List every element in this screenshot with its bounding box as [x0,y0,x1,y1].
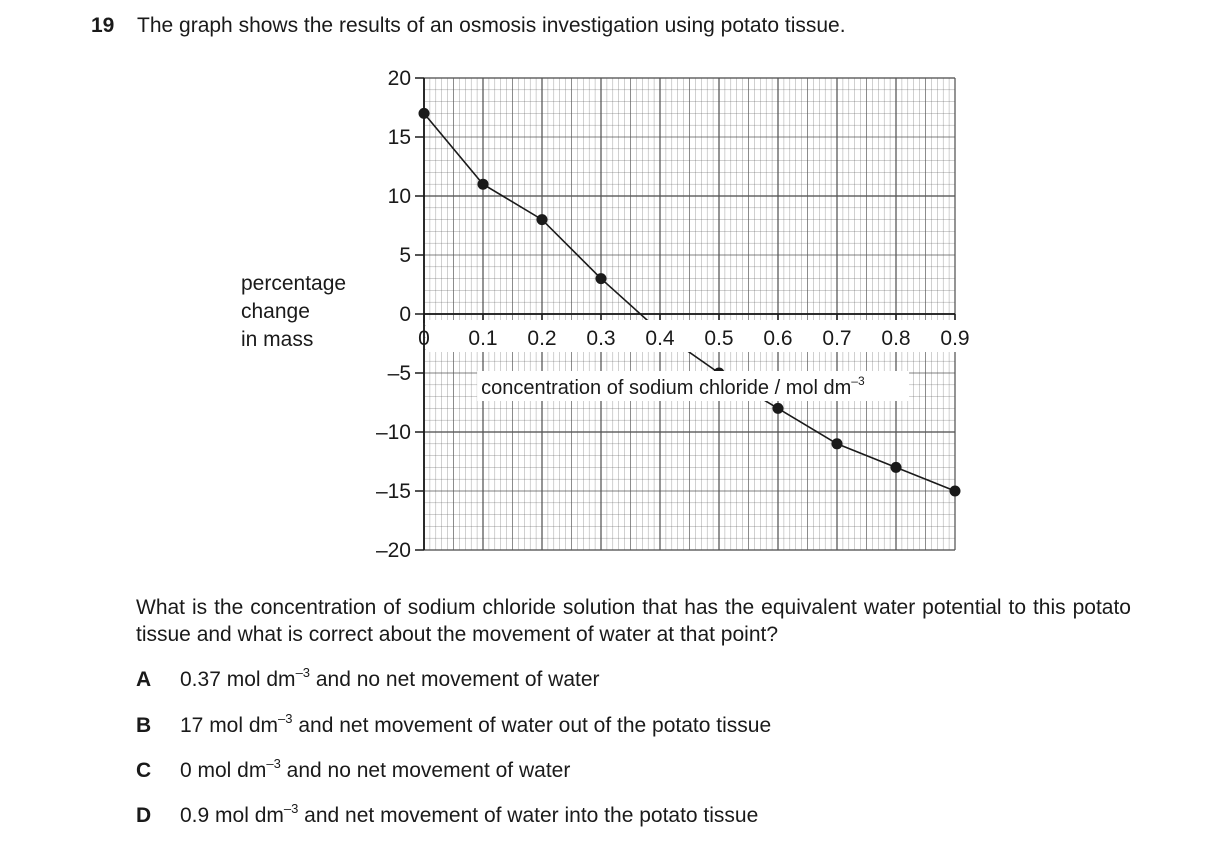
option-superscript: –3 [278,711,293,726]
option-value: 0 mol dm [180,759,267,782]
y-axis-label-line-2: change [241,300,310,323]
option-superscript: –3 [283,801,299,816]
y-tick-label: 5 [399,244,411,267]
data-point [832,438,843,449]
option-superscript: –3 [266,756,281,771]
x-tick-label: 0 [418,327,430,350]
data-point [891,462,902,473]
x-tick-label: 0.2 [527,327,557,350]
data-point [537,214,548,225]
option-text [180,711,772,738]
option-value: 0.9 mol dm [180,804,284,827]
x-axis-label: concentration of sodium chloride / mol $dm^{-3}$ [481,374,865,399]
x-tick-label: 0.5 [704,327,734,350]
option-letter: C [136,759,152,782]
data-point [419,108,430,119]
option-rest: and net movement of water into the potato tissue [298,804,759,827]
data-point [773,403,784,414]
y-tick-label: 20 [387,67,411,90]
option-text [180,756,571,783]
option-value: 0.37 mol dm [180,668,296,691]
option-superscript: –3 [295,665,311,680]
x-tick-label: 0.7 [822,327,852,350]
question-prompt: What is the concentration of sodium chloride solution that has the equivalent water potential to this potato tissue and what is correct about the movement of water at that point? [136,596,1131,646]
y-tick-label: –5 [387,362,411,385]
x-tick-label: 0.8 [881,327,911,350]
y-axis-label-line-3: in mass [241,328,314,351]
y-tick-label: 0 [399,303,411,326]
x-tick-label: 0.4 [645,327,675,350]
data-point [596,273,607,284]
x-tick-label: 0.9 [940,327,970,350]
question-number: 19 [91,14,115,37]
option-rest: and no net movement of water [280,759,571,782]
y-tick-label: –20 [375,539,411,562]
x-tick-label: 0.6 [763,327,793,350]
y-tick-label: –10 [375,421,411,444]
x-axis-label-superscript: –3 [851,374,865,388]
option-rest: and net movement of water out of the potato tissue [292,714,772,737]
option-rest: and no net movement of water [310,668,600,691]
y-tick-label: –15 [375,480,411,503]
data-point [478,179,489,190]
option-value: 17 mol dm [180,714,279,737]
x-tick-label: 0.3 [586,327,616,350]
option-text [180,665,600,692]
option-letter: B [136,714,152,737]
option-letter: A [136,668,152,691]
y-axis-label-line-1: percentage [241,272,347,295]
data-point [950,486,961,497]
option-letter: D [136,804,152,827]
option-text [180,801,759,828]
y-tick-label: 15 [387,126,411,149]
x-tick-label: 0.1 [468,327,498,350]
question-stem: The graph shows the results of an osmosis investigation using potato tissue. [137,14,846,37]
y-tick-label: 10 [387,185,411,208]
